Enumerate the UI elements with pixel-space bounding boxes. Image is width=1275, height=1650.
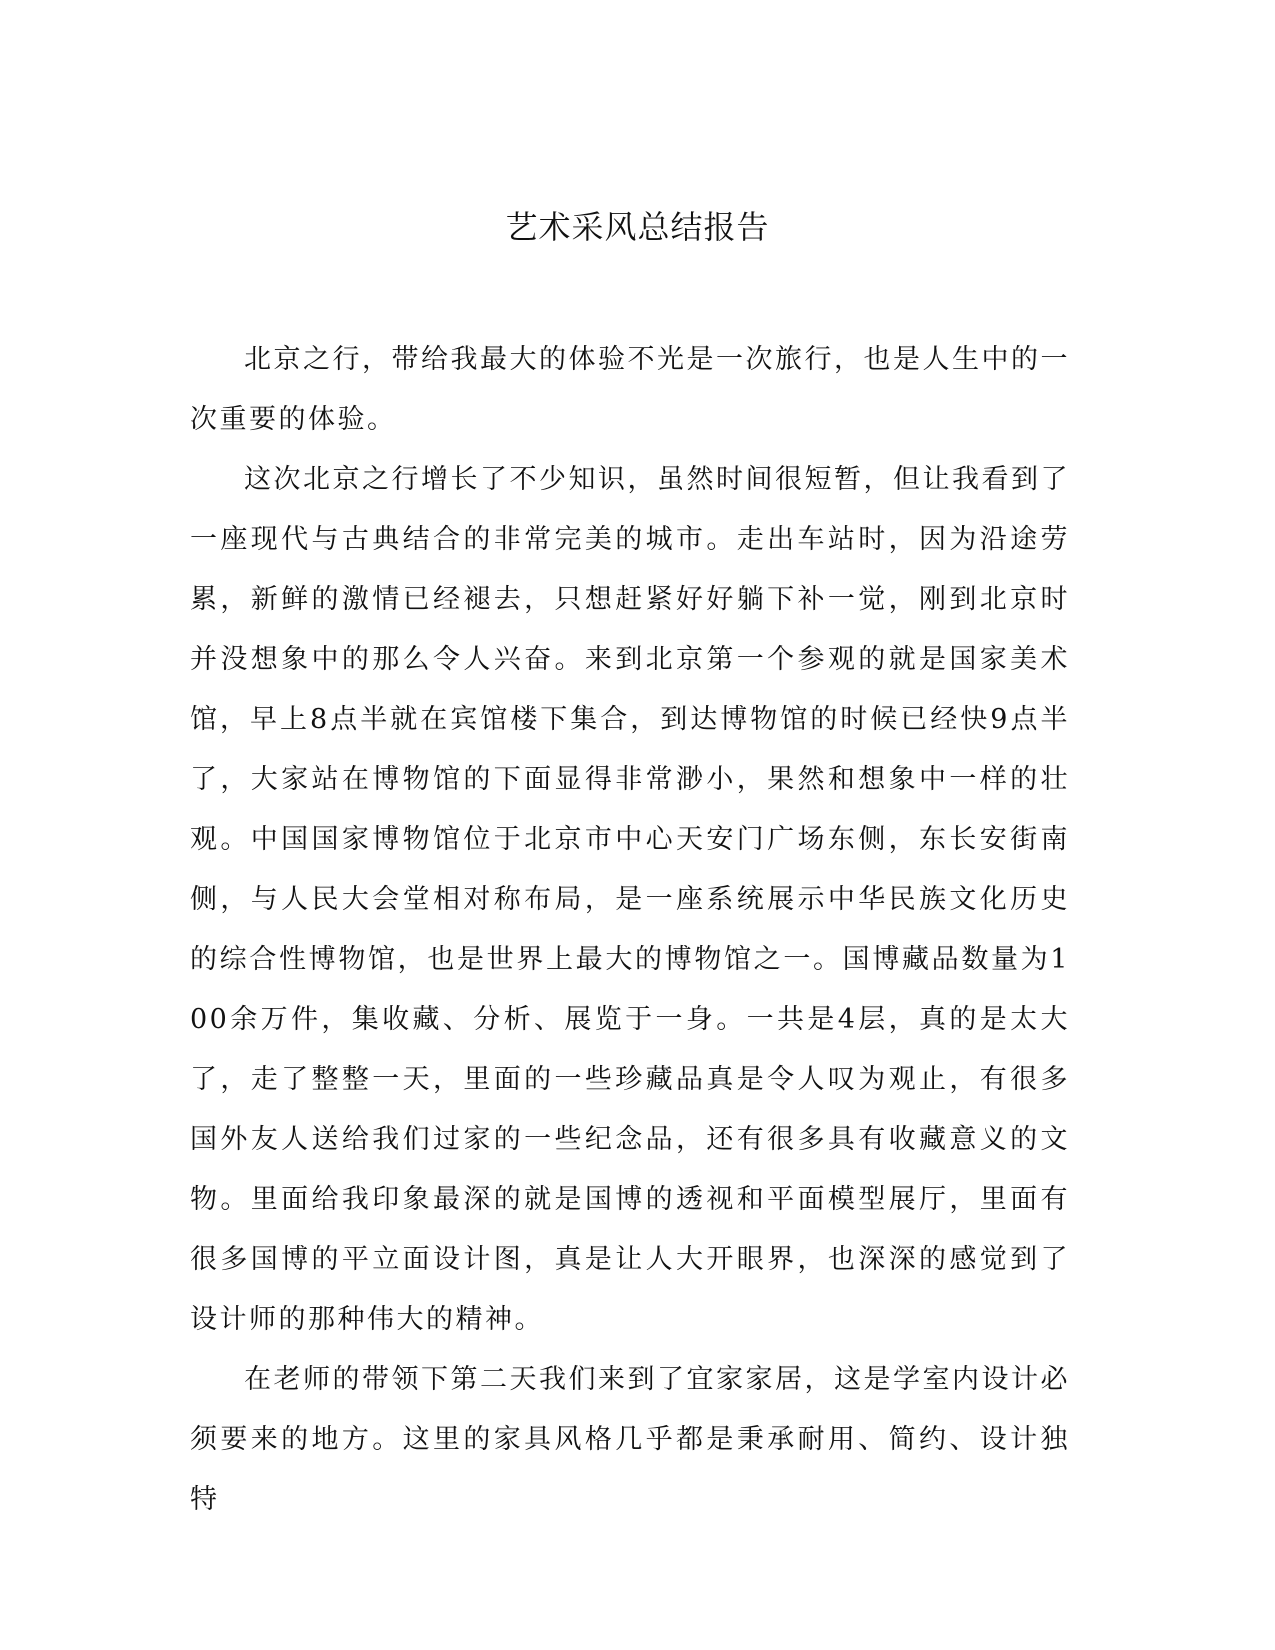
- document-title: 艺术采风总结报告: [505, 208, 770, 246]
- paragraph-museum: 这次北京之行增长了不少知识，虽然时间很短暂，但让我看到了一座现代与古典结合的非常完美的城市。走出车站时，因为沿途劳累，新鲜的激情已经褪去，只想赶紧好好躺下补一觉，刚到北京时并没想象中的那么令人兴奋。来到北京第一个参观的就是国家美术馆，早上8点半就在宾馆楼下集合，到达博物馆的时候已经快9点半了，大家站在博物馆的下面显得非常渺小，果然和想象中一样的壮观。中国国家博物馆位于北京市中心天安门广场东侧，东长安街南侧，与人民大会堂相对称布局，是一座系统展示中华民族文化历史的综合性博物馆，也是世界上最大的博物馆之一。国博藏品数量为100余万件，集收藏、分析、展览于一身。一共是4层，真的是太大了，走了整整一天，里面的一些珍藏品真是令人叹为观止，有很多国外友人送给我们过家的一些纪念品，还有很多具有收藏意义的文物。里面给我印象最深的就是国博的透视和平面模型展厅，里面有很多国博的平立面设计图，真是让人大开眼界，也深深的感觉到了设计师的那种伟大的精神。: [190, 464, 1070, 1335]
- document-body: [190, 330, 1070, 1530]
- paragraph-ikea: 在老师的带领下第二天我们来到了宜家家居，这是学室内设计必须要来的地方。这里的家具风格几乎都是秉承耐用、简约、设计独特: [190, 1364, 1070, 1515]
- paragraph-intro: 北京之行，带给我最大的体验不光是一次旅行，也是人生中的一次重要的体验。: [190, 344, 1070, 435]
